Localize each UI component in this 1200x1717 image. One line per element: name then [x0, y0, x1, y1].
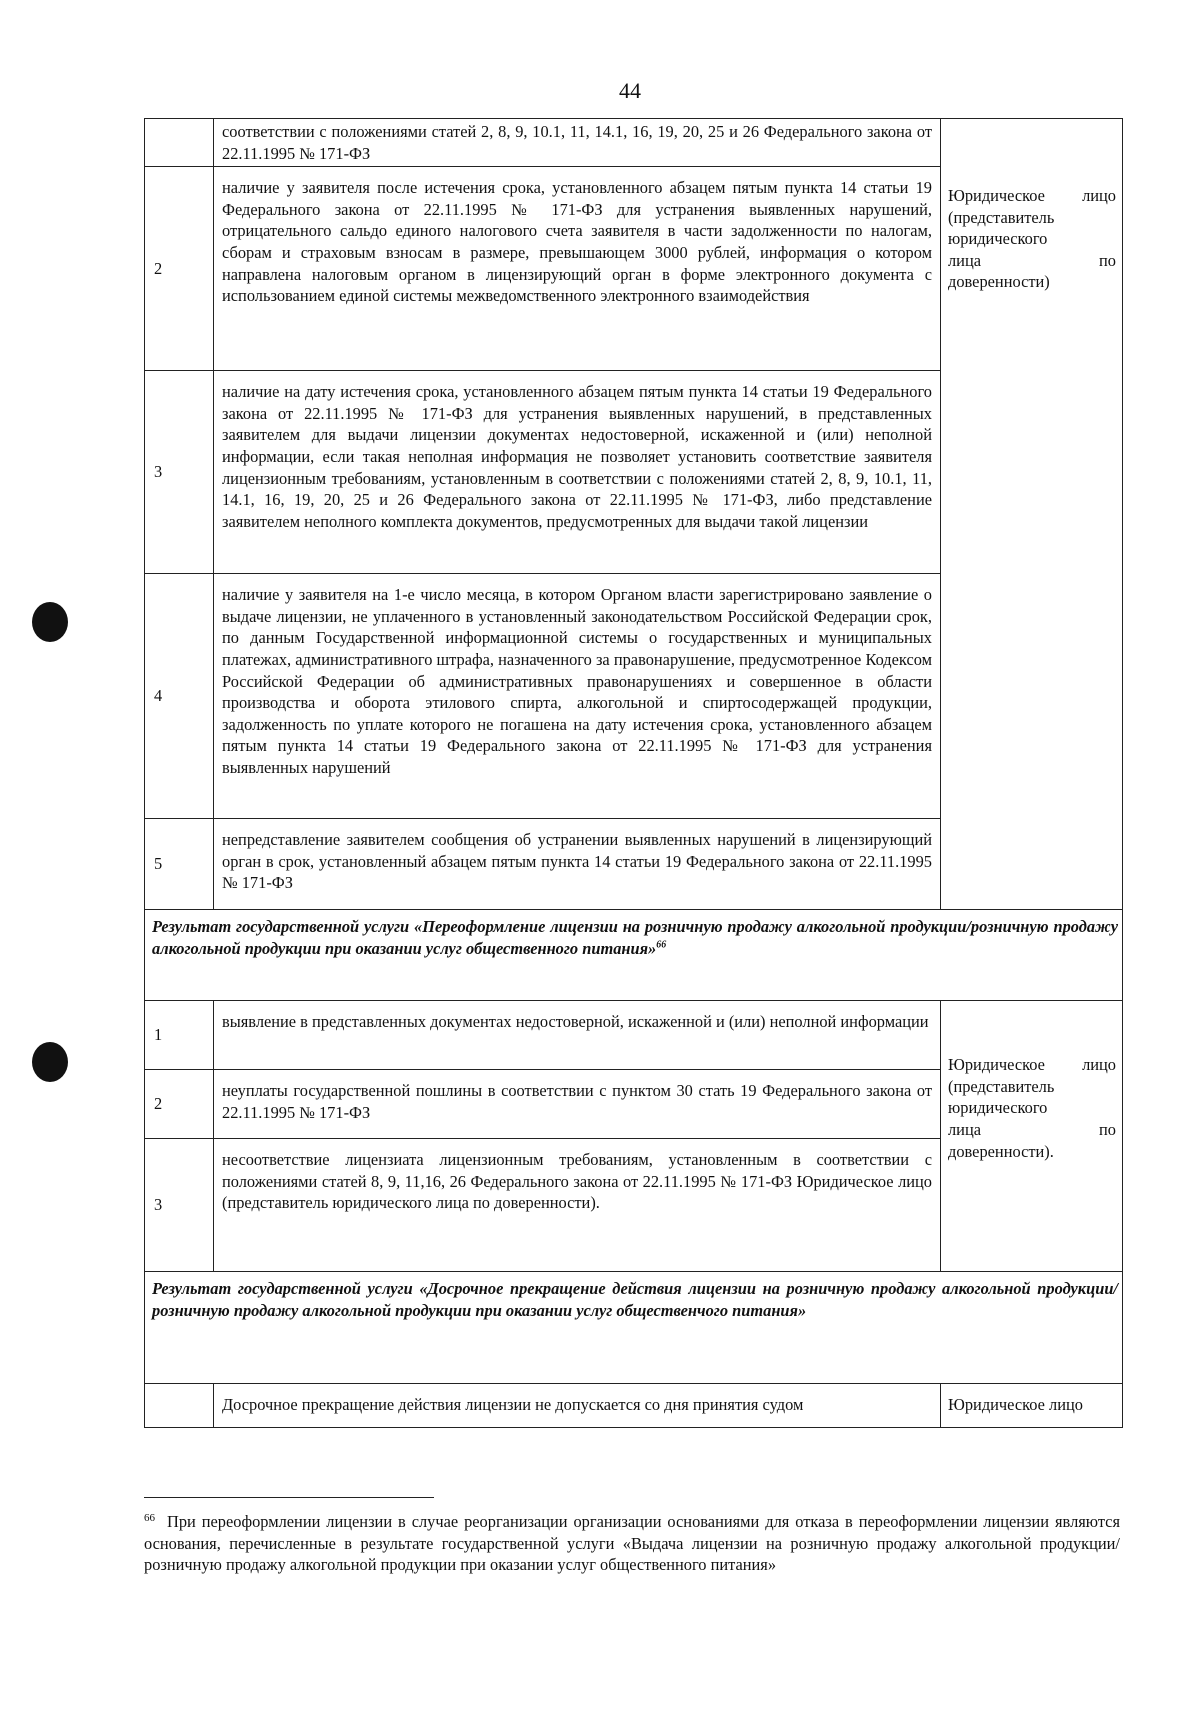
row-number: 2 [145, 1070, 214, 1139]
applicant-word: лица [948, 1119, 981, 1139]
table-row [145, 119, 1123, 167]
row-text: наличие у заявителя на 1-е число месяца, в котором Органом власти зарегистрировано заявление о выдаче лицензии, не уплаченного в установленный законодательством Российской Федерации срок, по данным Государственной информационной системы о государственных и муниципальных платежах, административного штрафа, назначенного за правонарушение, предусмотренное Кодексом Российской Федерации об административных правонарушениях и совершенное в области производства и оборота этилового спирта, алкогольной и спиртосодержащей продукции, задолженность по уплате которого не погашена на дату истечения срока, установленного абзацем пятым пункта 14 статьи 19 Федерального закона от 22.11.1995 № 171-ФЗ для устранения выявленных нарушений [214, 574, 941, 819]
row-text: наличие у заявителя после истечения срока, установленного абзацем пятым пункта 14 статьи 19 Федерального закона от 22.11.1995 № 171-ФЗ для устранения выявленных нарушений, отрицательного сальдо единого налогового счета заявителя в части задолженности по налогам, сборам и страховым взносам в размере, превышающем 3000 рублей, информация о котором направлена налоговым органом в лицензирующий орган в форме электронного документа с использованием единой системы межведомственного электронного взаимодействия [214, 167, 941, 371]
punch-hole-mark [32, 602, 68, 642]
footnote-mark: 66 [144, 1511, 155, 1524]
applicant-line [948, 250, 1116, 272]
section-heading-row [145, 1272, 1123, 1384]
footnote-ref: 66 [656, 939, 667, 951]
applicant-word: лица [948, 250, 981, 270]
applicant-word: по [1099, 1119, 1116, 1139]
row-number [145, 1384, 214, 1428]
applicant-last-line: доверенности). [948, 1141, 1054, 1161]
page-number: 44 [619, 78, 641, 103]
row-text: наличие на дату истечения срока, установленного абзацем пятым пункта 14 статьи 19 Федерального закона от 22.11.1995 № 171-ФЗ для устранения выявленных нарушений, в представленных заявителем для выдачи лицензии документах недостоверной, искаженной и (или) неполной информации, если такая неполная информация не позволяет установить соответствие заявителя лицензионным требованиям, установленным в соответствии с положениями статей 2, 8, 9, 10.1, 11, 14.1, 16, 19, 20, 25 и 26 Федерального закона от 22.11.1995 № 171-ФЗ, либо представление заявителем неполного комплекта документов, предусмотренных для выдачи такой лицензии [214, 371, 941, 574]
section-heading: Результат государственной услуги «Переоформление лицензии на розничную продажу алкогольной продукции/розничную продажу алкогольной продукции при оказании услуг общественного питания»$^{66}$ [145, 910, 1123, 1001]
row-text: соответствии с положениями статей 2, 8, 9, 10.1, 11, 14.1, 16, 19, 20, 25 и 26 Федерального закона от 22.11.1995 № 171-ФЗ [214, 119, 941, 167]
footnote [144, 1511, 1120, 1576]
applicant-line [948, 1119, 1116, 1141]
applicant-cell: Юридическое лицо [941, 1384, 1123, 1428]
row-number: 1 [145, 1001, 214, 1070]
row-number: 2 [145, 167, 214, 371]
footnote-text: При переоформлении лицензии в случае реорганизации организации основаниями для отказа в переоформлении лицензии являются основания, перечисленные в результате государственной услуги «Выдача лицензии на розничную продажу алкогольной продукции/розничную продажу алкогольной продукции при оказании услуг общественного питания» [144, 1512, 1120, 1575]
row-text: непредставление заявителем сообщения об устранении выявленных нарушений в лицензирующий орган в срок, установленный абзацем пятым пункта 14 статьи 19 Федерального закона от 22.11.1995 № 171-ФЗ [214, 819, 941, 910]
section-heading-row [145, 910, 1123, 1001]
row-number: 3 [145, 371, 214, 574]
row-number: 5 [145, 819, 214, 910]
row-text: выявление в представленных документах недостоверной, искаженной и (или) неполной информации [214, 1001, 941, 1070]
row-number [145, 119, 214, 167]
row-text: несоответствие лицензиата лицензионным требованиям, установленным в соответствии с положениями статей 8, 9, 11,16, 26 Федерального закона от 22.11.1995 № 171-ФЗ Юридическое лицо (представитель юридического лица по доверенности). [214, 1139, 941, 1272]
row-text: неуплаты государственной пошлины в соответствии с пунктом 30 стать 19 Федерального закона от 22.11.1995 № 171-ФЗ [214, 1070, 941, 1139]
row-number: 4 [145, 574, 214, 819]
section-heading: Результат государственной услуги «Досрочное прекращение действия лицензии на розничную продажу алкогольной продукции/розничную продажу алкогольной продукции при оказании услуг общественчого питания» [145, 1272, 1123, 1384]
applicant-cell [941, 1001, 1123, 1272]
applicant-cell [941, 119, 1123, 910]
applicant-text: Юридическое лицо (представитель юридического [948, 1055, 1116, 1118]
footnote-separator [144, 1497, 434, 1498]
applicant-text: Юридическое лицо (представитель юридического [948, 186, 1116, 249]
applicant-word: по [1099, 250, 1116, 270]
row-number: 3 [145, 1139, 214, 1272]
row-text: Досрочное прекращение действия лицензии не допускается со дня принятия судом [214, 1384, 941, 1428]
table-row [145, 1001, 1123, 1070]
punch-hole-mark [32, 1042, 68, 1082]
grounds-table [144, 118, 1123, 1428]
table-row [145, 1384, 1123, 1428]
applicant-last-line: доверенности) [948, 272, 1050, 292]
